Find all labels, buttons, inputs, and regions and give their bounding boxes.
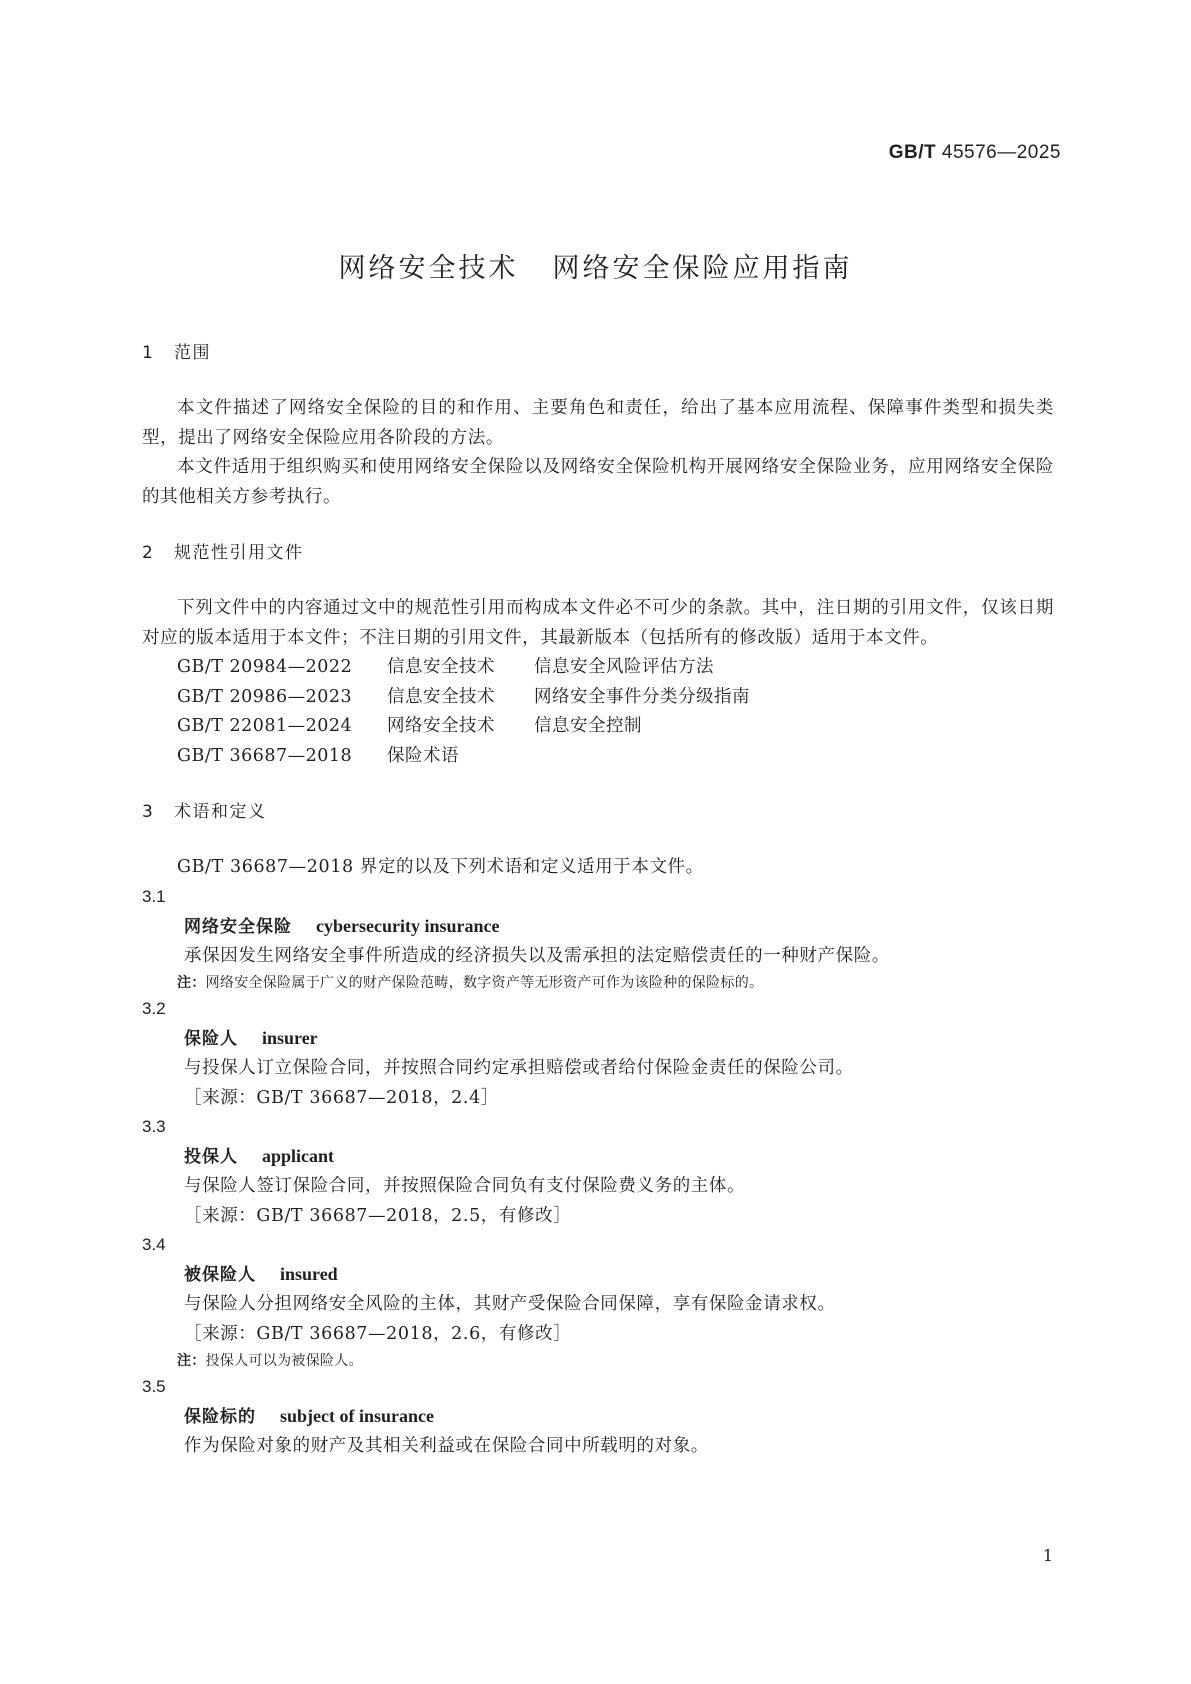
term-definition: 与保险人分担网络安全风险的主体，其财产受保险合同保障，享有保险金请求权。 — [184, 1294, 836, 1314]
note-text: 投保人可以为被保险人。 — [205, 1353, 363, 1369]
term-zh: 被保险人 — [184, 1265, 256, 1285]
term-zh: 保险人 — [184, 1029, 238, 1049]
reference-item — [142, 742, 1054, 772]
standard-prefix: GB/T — [888, 142, 937, 163]
note-label: 注： — [177, 1353, 206, 1369]
section-title: 规范性引用文件 — [174, 543, 304, 563]
document-body — [142, 340, 1054, 1462]
paragraph: GB/T 36687—2018 界定的以及下列术语和定义适用于本文件。 — [177, 857, 704, 877]
term-en: insured — [280, 1264, 338, 1284]
section-number: 3 — [142, 802, 155, 822]
term-number: 3.5 — [142, 1377, 166, 1396]
section-title: 术语和定义 — [174, 802, 267, 822]
term-name — [142, 1141, 1054, 1172]
term-source: ［来源：GB/T 36687—2018，2.5，有修改］ — [184, 1205, 572, 1226]
reference-code: GB/T 36687—2018 — [177, 745, 353, 766]
term-definition: 承保因发生网络安全事件所造成的经济损失以及需承担的法定赔偿责任的一种财产保险。 — [184, 945, 890, 966]
term-source: ［来源：GB/T 36687—2018，2.6，有修改］ — [184, 1323, 572, 1344]
paragraph: 本文件描述了网络安全保险的目的和作用、主要角色和责任，给出了基本应用流程、保障事件类型和损失类型，提出了网络安全保险应用各阶段的方法。 — [142, 398, 1054, 448]
reference-title-2: 信息安全风险评估方法 — [534, 657, 714, 677]
paragraph: 本文件适用于组织购买和使用网络安全保险以及网络安全保险机构开展网络安全保险业务，应用网络安全保险的其他相关方参考执行。 — [142, 457, 1054, 507]
term-note — [142, 1349, 1054, 1373]
title-part-1: 网络安全技术 — [338, 253, 519, 284]
term-definition: 与保险人签订保险合同，并按照保险合同负有支付保险费义务的主体。 — [184, 1176, 746, 1196]
reference-code: GB/T 20984—2022 — [177, 657, 353, 677]
section-heading-2 — [142, 540, 1054, 566]
term-name — [142, 1023, 1054, 1054]
term-definition: 作为保险对象的财产及其相关利益或在保险合同中所载明的对象。 — [184, 1436, 709, 1456]
standard-number — [889, 142, 1061, 164]
term-name — [142, 1259, 1054, 1290]
note-label: 注： — [177, 975, 206, 991]
reference-title-2: 网络安全事件分类分级指南 — [534, 686, 750, 707]
term-en: applicant — [262, 1146, 335, 1166]
paragraph: 下列文件中的内容通过文中的规范性引用而构成本文件必不可少的条款。其中，注日期的引用文件，仅该日期对应的版本适用于本文件；不注日期的引用文件，其最新版本（包括所有的修改版）适用于本文件。 — [142, 598, 1054, 648]
standard-code: 45576—2025 — [941, 142, 1061, 163]
reference-title-1: 信息安全技术 — [387, 657, 495, 677]
reference-title-1: 网络安全技术 — [387, 716, 495, 736]
title-part-2: 网络安全保险应用指南 — [552, 253, 853, 284]
term-zh: 投保人 — [184, 1147, 238, 1167]
term-number: 3.1 — [142, 886, 166, 906]
term-note — [142, 971, 1054, 995]
term-number: 3.4 — [142, 1235, 166, 1254]
section-title: 范围 — [174, 343, 211, 363]
reference-code: GB/T 22081—2024 — [177, 716, 353, 736]
term-number: 3.3 — [142, 1117, 166, 1136]
note-text: 网络安全保险属于广义的财产保险范畴，数字资产等无形资产可作为该险种的保险标的。 — [205, 975, 764, 991]
page-number: 1 — [1042, 1546, 1053, 1565]
term-definition: 与投保人订立保险合同，并按照合同约定承担赔偿或者给付保险金责任的保险公司。 — [184, 1058, 854, 1078]
section-number: 1 — [142, 343, 155, 363]
section-heading-1 — [142, 340, 1054, 366]
term-zh: 网络安全保险 — [184, 916, 292, 937]
term-number: 3.2 — [142, 999, 166, 1018]
reference-item — [142, 683, 1054, 713]
term-name — [142, 911, 1054, 942]
section-heading-3 — [142, 799, 1054, 825]
document-title — [0, 246, 1191, 285]
term-source: ［来源：GB/T 36687—2018，2.4］ — [184, 1087, 499, 1108]
reference-title-1: 信息安全技术 — [387, 686, 495, 707]
reference-title-1: 保险术语 — [387, 745, 459, 766]
reference-item — [142, 712, 1054, 742]
term-en: cybersecurity insurance — [316, 915, 500, 936]
term-zh: 保险标的 — [184, 1407, 256, 1427]
reference-title-2: 信息安全控制 — [534, 716, 642, 736]
term-en: subject of insurance — [280, 1406, 434, 1426]
section-number: 2 — [142, 543, 155, 563]
reference-item — [142, 653, 1054, 683]
term-name — [142, 1401, 1054, 1432]
reference-code: GB/T 20986—2023 — [177, 686, 353, 707]
term-en: insurer — [262, 1028, 318, 1048]
